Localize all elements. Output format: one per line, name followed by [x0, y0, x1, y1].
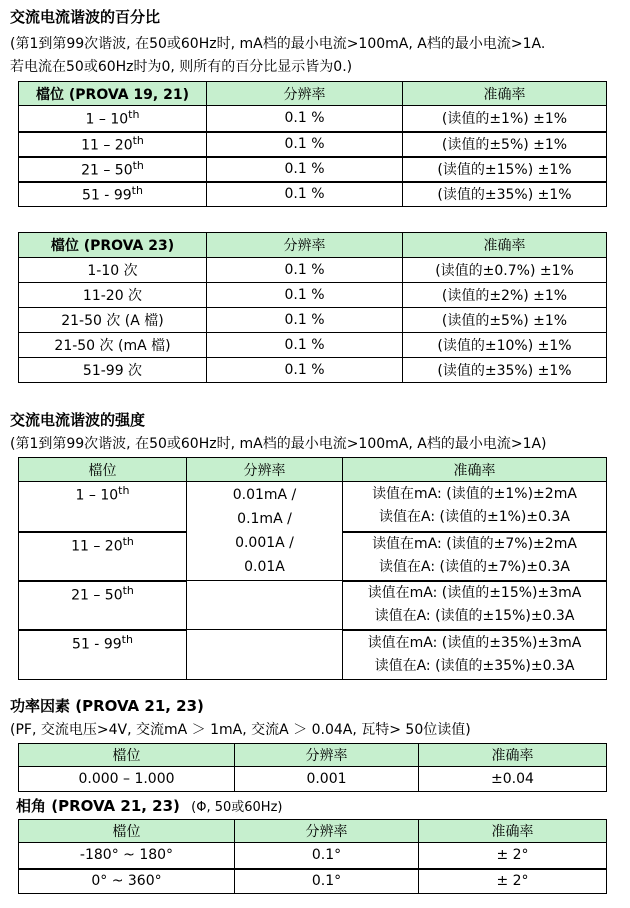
resolution-cell: 0.1° [235, 843, 419, 869]
accuracy-cell [343, 581, 607, 630]
range-cell: 51 - 99th [19, 630, 187, 680]
table-row [19, 581, 607, 630]
section-title-phase-angle [16, 797, 282, 817]
table-row [19, 157, 607, 182]
phase-angle-note: (Φ, 50或60Hz) [191, 800, 283, 815]
empty-resolution-cell [187, 581, 343, 630]
range-cell: 11-20 次 [19, 283, 207, 308]
header-resolution: 分辨率 [187, 458, 343, 482]
accuracy-cell: (读值的±10%) ±1% [403, 333, 607, 358]
resolution-line: 0.01A [244, 559, 285, 575]
header-resolution: 分辨率 [207, 233, 403, 258]
accuracy-cell [343, 482, 607, 532]
accuracy-a: 读值在A: (读值的±7%)±0.3A [379, 559, 570, 575]
phase-angle-table [18, 819, 607, 894]
table-row [19, 333, 607, 358]
table-row [19, 843, 607, 869]
header-accuracy: 准确率 [403, 233, 607, 258]
accuracy-cell: ± 2° [419, 843, 607, 869]
header-range: 檔位 [19, 820, 235, 843]
empty-resolution-cell [187, 630, 343, 680]
range-cell: 21 – 50th [19, 581, 187, 630]
header-range: 檔位 [19, 744, 235, 767]
accuracy-cell: (读值的±5%) ±1% [403, 308, 607, 333]
range-cell: 0.000 – 1.000 [19, 767, 235, 792]
harmonic-percentage-table-prova-19-21 [18, 81, 607, 207]
table-row [19, 482, 607, 532]
range-cell: 21 – 50th [19, 157, 207, 182]
table-row [19, 358, 607, 383]
resolution-cell: 0.1 % [207, 333, 403, 358]
resolution-cell: 0.1 % [207, 157, 403, 182]
header-accuracy: 准确率 [403, 82, 607, 106]
resolution-cell: 0.1 % [207, 182, 403, 207]
range-cell: 21-50 次 (A 檔) [19, 308, 207, 333]
accuracy-cell [343, 532, 607, 581]
table-row [19, 283, 607, 308]
table-row [19, 767, 607, 792]
resolution-cell: 0.1 % [207, 258, 403, 283]
header-range: 檔位 [19, 458, 187, 482]
accuracy-a: 读值在A: (读值的±35%)±0.3A [374, 657, 575, 674]
range-cell: 51-99 次 [19, 358, 207, 383]
harmonic-amplitude-table [18, 457, 607, 680]
power-factor-table [18, 743, 607, 792]
accuracy-a: 读值在A: (读值的±1%)±0.3A [379, 509, 570, 526]
resolution-cell: 0.1° [235, 869, 419, 894]
table-row [19, 132, 607, 157]
accuracy-a: 读值在A: (读值的±15%)±0.3A [374, 608, 575, 624]
table-row [19, 308, 607, 333]
range-cell: 11 – 20th [19, 532, 187, 581]
header-accuracy: 准确率 [419, 820, 607, 843]
resolution-cell: 0.001 [235, 767, 419, 792]
range-cell: 21-50 次 (mA 檔) [19, 333, 207, 358]
phase-angle-title: 相角 (PROVA 21, 23) [16, 797, 180, 815]
table-row [19, 869, 607, 894]
accuracy-ma: 读值在mA: (读值的±1%)±2mA [372, 486, 577, 503]
accuracy-cell: (读值的±15%) ±1% [403, 157, 607, 182]
header-resolution: 分辨率 [235, 820, 419, 843]
resolution-cell: 0.1 % [207, 106, 403, 132]
header-resolution: 分辨率 [235, 744, 419, 767]
resolution-line: 0.001A / [235, 535, 294, 551]
range-cell: 1-10 次 [19, 258, 207, 283]
range-cell: 1 – 10th [19, 482, 187, 532]
table-row [19, 258, 607, 283]
header-accuracy: 准确率 [419, 744, 607, 767]
accuracy-cell: ± 2° [419, 869, 607, 894]
accuracy-cell: (读值的±1%) ±1% [403, 106, 607, 132]
range-cell: 0° ~ 360° [19, 869, 235, 894]
range-cell: 1 – 10th [19, 106, 207, 132]
harmonic-percentage-table-prova-23 [18, 232, 607, 383]
section-note-line1: (第1到第99次谐波, 在50或60Hz时, mA档的最小电流>100mA, A档的最小电流>1A. [10, 36, 546, 52]
table-row [19, 630, 607, 680]
section-note: (PF, 交流电压>4V, 交流mA ＞ 1mA, 交流A ＞ 0.04A, 瓦特> 50位读值) [10, 722, 471, 738]
range-cell: 11 – 20th [19, 132, 207, 157]
header-accuracy: 准确率 [343, 458, 607, 482]
table-row [19, 106, 607, 132]
resolution-cell: 0.1 % [207, 308, 403, 333]
accuracy-cell: ±0.04 [419, 767, 607, 792]
resolution-cell: 0.1 % [207, 358, 403, 383]
resolution-line: 0.1mA / [237, 511, 292, 527]
section-note: (第1到第99次谐波, 在50或60Hz时, mA档的最小电流>100mA, A档的最小电流>1A) [10, 436, 547, 452]
header-range: 檔位 (PROVA 19, 21) [19, 82, 207, 106]
accuracy-cell: (读值的±5%) ±1% [403, 132, 607, 157]
section-title-harmonic-percentage: 交流电流谐波的百分比 [10, 8, 161, 26]
accuracy-ma: 读值在mA: (读值的±35%)±3mA [367, 634, 582, 651]
table-row [19, 182, 607, 207]
resolution-cell: 0.1 % [207, 132, 403, 157]
section-note-line2: 若电流在50或60Hz时为0, 则所有的百分比显示皆为0.) [10, 59, 353, 75]
accuracy-cell: (读值的±35%) ±1% [403, 358, 607, 383]
accuracy-cell: (读值的±35%) ±1% [403, 182, 607, 207]
accuracy-cell: (读值的±2%) ±1% [403, 283, 607, 308]
range-cell: 51 - 99th [19, 182, 207, 207]
accuracy-cell: (读值的±0.7%) ±1% [403, 258, 607, 283]
range-cell: -180° ~ 180° [19, 843, 235, 869]
section-title-power-factor: 功率因素 (PROVA 21, 23) [10, 697, 204, 715]
accuracy-ma: 读值在mA: (读值的±7%)±2mA [372, 536, 577, 552]
resolution-merged-cell [187, 482, 343, 581]
accuracy-ma: 读值在mA: (读值的±15%)±3mA [367, 585, 582, 601]
accuracy-cell [343, 630, 607, 680]
section-title-harmonic-amplitude: 交流电流谐波的强度 [10, 411, 146, 429]
header-resolution: 分辨率 [207, 82, 403, 106]
resolution-line: 0.01mA / [232, 487, 297, 503]
resolution-cell: 0.1 % [207, 283, 403, 308]
header-range: 檔位 (PROVA 23) [19, 233, 207, 258]
